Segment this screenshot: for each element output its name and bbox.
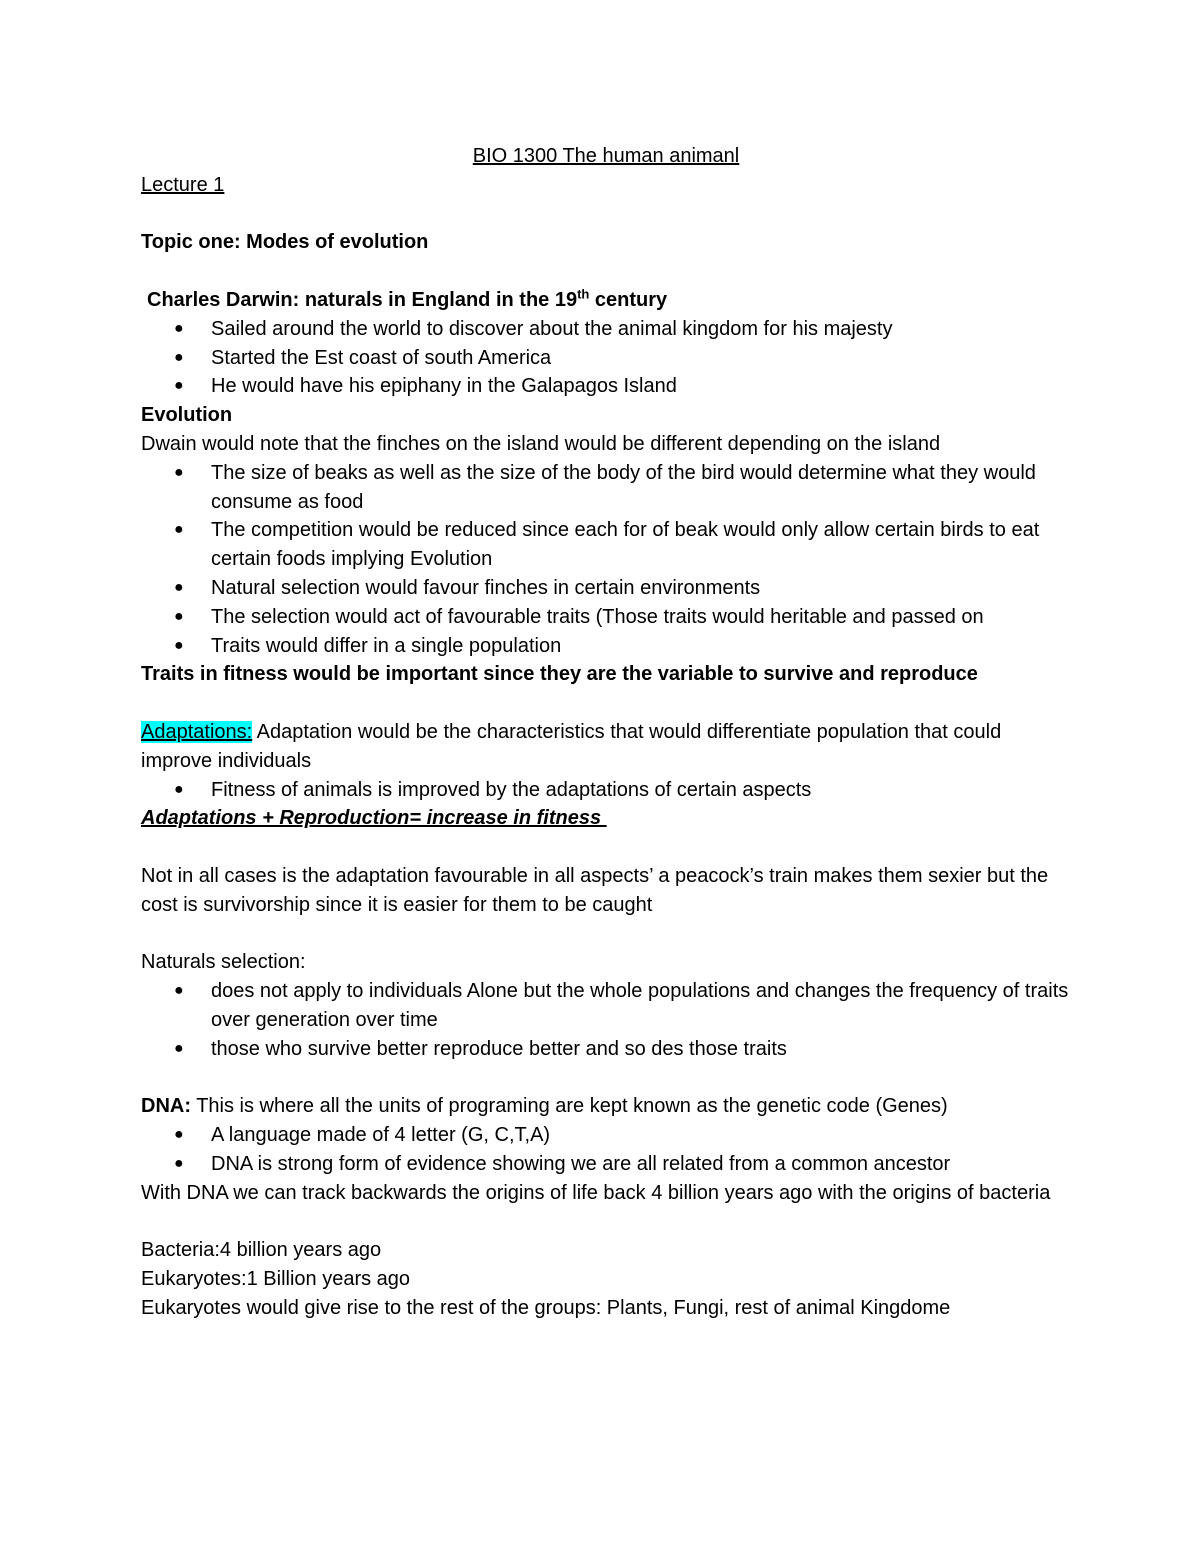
bullet-icon: ●: [174, 1039, 184, 1057]
darwin-heading-text: Charles Darwin: naturals in England in the 19: [147, 288, 578, 311]
list-item-text: those who survive better reproduce better and so des those traits: [211, 1037, 787, 1060]
evolution-intro: Dwain would note that the finches on the island would be different depending on the island: [141, 432, 941, 455]
topic-heading: Topic one: Modes of evolution: [141, 231, 429, 254]
list-item-text: Fitness of animals is improved by the adaptations of certain aspects: [211, 778, 812, 801]
bullet-icon: ●: [174, 1126, 184, 1144]
list-item: [141, 977, 1071, 1035]
dna-bullet-list: [141, 1121, 1071, 1179]
bullet-icon: ●: [174, 982, 184, 1000]
bullet-icon: ●: [174, 1154, 184, 1172]
peacock-paragraph: Not in all cases is the adaptation favourable in all aspects’ a peacock’s train makes them sexier but the cost is survivorship since it is easier for them to be caught: [141, 864, 1049, 916]
document-title: BIO 1300 The human animanl: [472, 145, 740, 167]
dna-paragraph: [141, 1092, 1071, 1121]
list-item-text: Traits would differ in a single population: [211, 634, 562, 657]
list-item-text: The selection would act of favourable traits (Those traits would heritable and passed on: [211, 605, 984, 628]
blank-line: [141, 1207, 1071, 1236]
blank-line: [141, 833, 1071, 862]
blank-line: [141, 257, 1071, 286]
dna-label: DNA:: [141, 1095, 191, 1118]
list-item: [141, 1121, 1071, 1150]
blank-line: [141, 689, 1071, 718]
bullet-icon: ●: [174, 319, 184, 337]
list-item: [141, 315, 1071, 344]
list-item: [141, 1150, 1071, 1179]
list-item-text: The size of beaks as well as the size of the body of the bird would determine what they would consume as food: [211, 461, 1036, 513]
evolution-bullet-list: [141, 459, 1071, 661]
bullet-icon: ●: [174, 578, 184, 596]
list-item: [141, 574, 1071, 603]
bullet-icon: ●: [174, 607, 184, 625]
natural-selection-heading: Naturals selection:: [141, 951, 306, 974]
list-item-text: Sailed around the world to discover about the animal kingdom for his majesty: [211, 317, 893, 340]
timeline-eukaryotes: Eukaryotes:1 Billion years ago: [141, 1268, 411, 1291]
adaptations-paragraph: [141, 718, 1071, 776]
darwin-bullet-list: [141, 315, 1071, 401]
adaptations-bullet-list: [141, 776, 1071, 805]
darwin-heading-superscript: th: [577, 286, 590, 302]
blank-line: [141, 1064, 1071, 1093]
timeline-groups: Eukaryotes would give rise to the rest of the groups: Plants, Fungi, rest of animal Kingdome: [141, 1296, 951, 1319]
timeline-bacteria: Bacteria:4 billion years ago: [141, 1239, 382, 1262]
list-item: [141, 344, 1071, 373]
adaptations-equation: Adaptations + Reproduction= increase in fitness: [141, 807, 607, 830]
blank-line: [141, 920, 1071, 949]
list-item-text: A language made of 4 letter (G, C,T,A): [211, 1124, 551, 1147]
darwin-heading: [141, 286, 1071, 315]
list-item-text: DNA is strong form of evidence showing we are all related from a common ancestor: [211, 1152, 951, 1175]
list-item: [141, 516, 1071, 574]
list-item-text: He would have his epiphany in the Galapagos Island: [211, 375, 677, 398]
evolution-heading: Evolution: [141, 404, 233, 427]
bullet-icon: ●: [174, 463, 184, 481]
list-item-text: does not apply to individuals Alone but the whole populations and changes the frequency of traits over generation over time: [211, 980, 1069, 1031]
list-item: [141, 459, 1071, 517]
dna-track-paragraph: With DNA we can track backwards the origins of life back 4 billion years ago with the origins of bacteria: [141, 1181, 1051, 1204]
list-item-text: Natural selection would favour finches in certain environments: [211, 576, 761, 599]
list-item: [141, 632, 1071, 661]
adaptations-label: Adaptations:: [141, 720, 253, 743]
bullet-icon: ●: [174, 377, 184, 395]
bullet-icon: ●: [174, 636, 184, 654]
blank-line: [141, 200, 1071, 229]
list-item: [141, 603, 1071, 632]
traits-fitness-statement: Traits in fitness would be important since they are the variable to survive and reproduce: [141, 663, 978, 686]
natural-selection-bullet-list: [141, 977, 1071, 1063]
bullet-icon: ●: [174, 780, 184, 798]
document-body: [141, 142, 1071, 1323]
darwin-heading-suffix: century: [589, 288, 668, 311]
lecture-heading: Lecture 1: [141, 173, 225, 196]
list-item: [141, 372, 1071, 401]
dna-text: This is where all the units of programing are kept known as the genetic code (Genes): [191, 1095, 948, 1118]
list-item-text: The competition would be reduced since each for of beak would only allow certain birds to eat certain foods implying Evolution: [211, 519, 1040, 571]
list-item: [141, 1035, 1071, 1064]
list-item-text: Started the Est coast of south America: [211, 346, 552, 369]
bullet-icon: ●: [174, 348, 184, 366]
list-item: [141, 776, 1071, 805]
adaptations-text: Adaptation would be the characteristics that would differentiate population that could improve individuals: [141, 720, 1002, 772]
bullet-icon: ●: [174, 521, 184, 539]
